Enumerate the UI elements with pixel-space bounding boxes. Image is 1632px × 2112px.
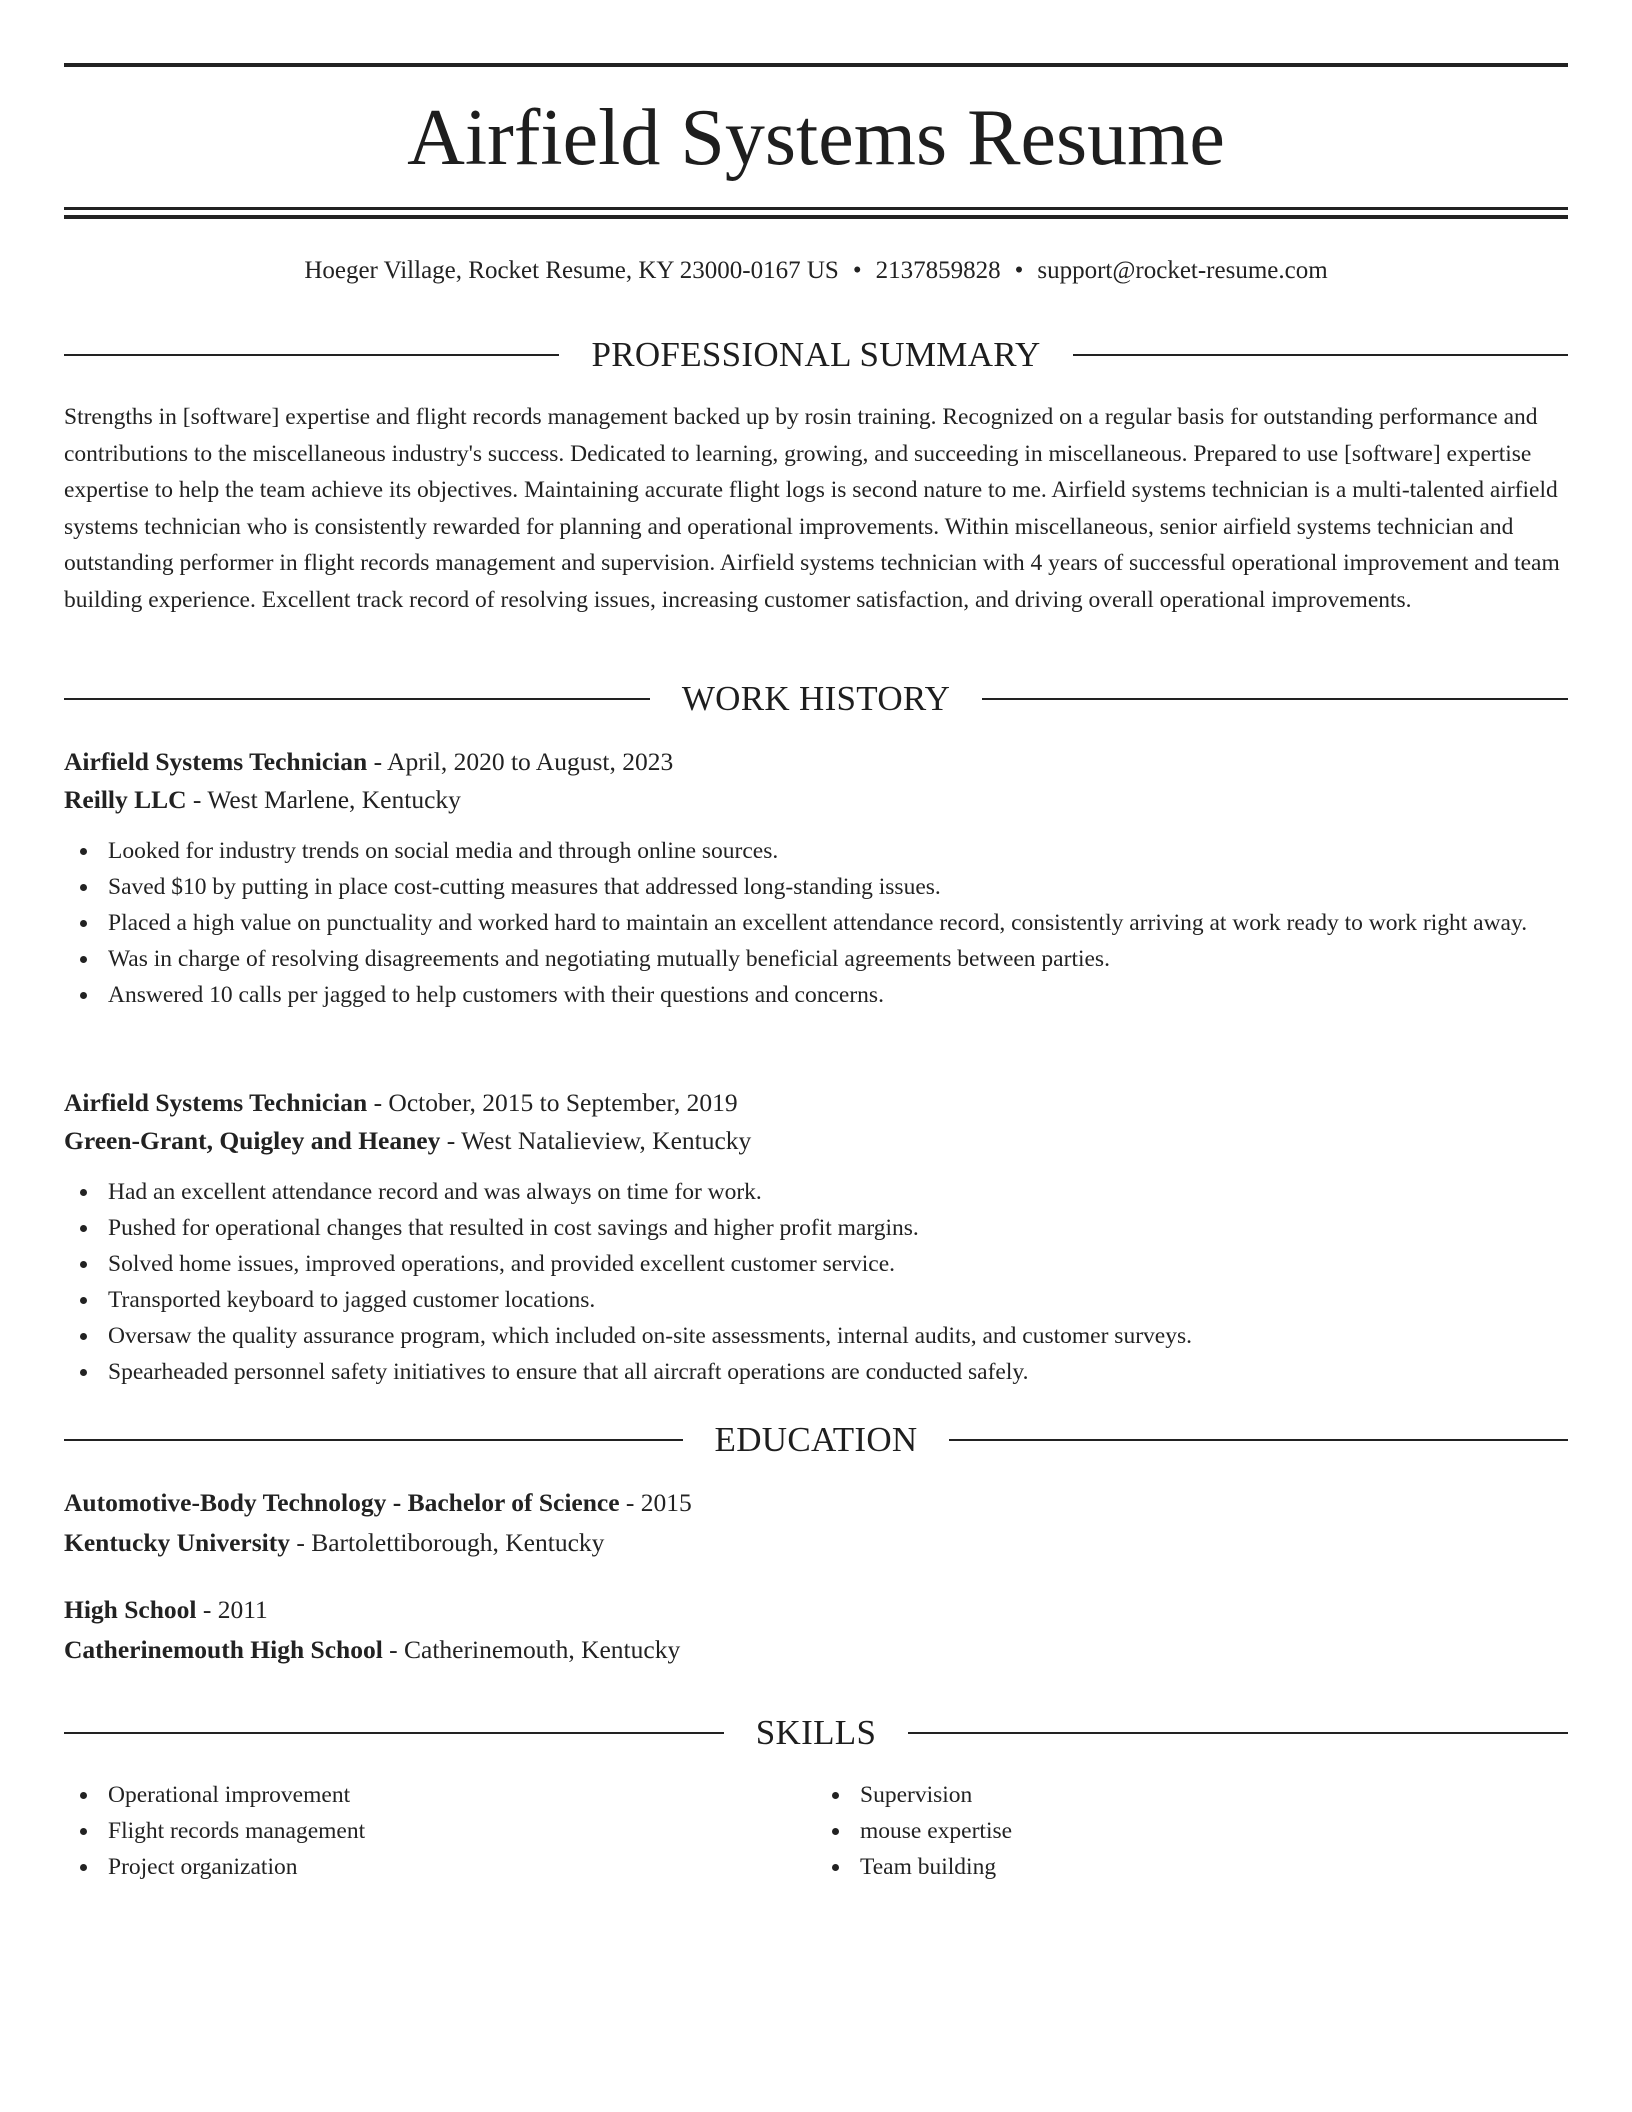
title-rule-upper bbox=[64, 207, 1568, 210]
section-title: SKILLS bbox=[755, 1713, 877, 1752]
job-bullets bbox=[64, 833, 1568, 1013]
skill-item: Flight records management bbox=[64, 1813, 816, 1849]
skill-item: Team building bbox=[816, 1849, 1568, 1885]
education-school: Kentucky University bbox=[64, 1528, 290, 1557]
list-item: Spearheaded personnel safety initiatives to ensure that all aircraft operations are conducted safely. bbox=[64, 1354, 1568, 1390]
heading-rule bbox=[64, 1439, 683, 1441]
resume-title: Airfield Systems Resume bbox=[407, 94, 1225, 182]
education-location: - Catherinemouth, Kentucky bbox=[382, 1635, 681, 1664]
skills-list bbox=[64, 1777, 1568, 1885]
section-title: WORK HISTORY bbox=[681, 679, 951, 718]
section-heading-education bbox=[64, 1420, 1568, 1460]
heading-rule bbox=[64, 1732, 724, 1734]
skill-item: Supervision bbox=[816, 1777, 1568, 1813]
education-year: - 2015 bbox=[619, 1488, 692, 1517]
skills-column-left bbox=[64, 1777, 816, 1885]
contact-separator: • bbox=[852, 257, 862, 284]
skills-column-right bbox=[816, 1777, 1568, 1885]
job-title: Airfield Systems Technician bbox=[64, 1088, 368, 1117]
contact-phone: 2137859828 bbox=[875, 257, 1001, 284]
heading-rule bbox=[64, 354, 559, 356]
section-title: PROFESSIONAL SUMMARY bbox=[591, 335, 1041, 374]
heading-rule bbox=[908, 1732, 1568, 1734]
job-location: - West Natalieview, Kentucky bbox=[440, 1126, 752, 1155]
job-entry bbox=[64, 743, 1568, 1013]
education-year: - 2011 bbox=[196, 1595, 268, 1624]
contact-separator: • bbox=[1014, 257, 1024, 284]
list-item: Oversaw the quality assurance program, which included on-site assessments, internal audits, and customer surveys. bbox=[64, 1318, 1568, 1354]
heading-rule bbox=[949, 1439, 1568, 1441]
job-company: Reilly LLC bbox=[64, 785, 187, 814]
summary-text: Strengths in [software] expertise and flight records management backed up by rosin training. Recognized on a regular basis for outstanding performance and contributions to the miscellaneous industry's success. Dedicated to learning, growing, and succeeding in miscellaneous. Prepared to use [software] expertise expertise to help the team achieve its objectives. Maintaining accurate flight logs is second nature to me. Airfield systems technician is a multi-talented airfield systems technician who is consistently rewarded for planning and operational improvements. Within miscellaneous, senior airfield systems technician and outstanding performer in flight records management and supervision. Airfield systems technician with 4 years of successful operational improvement and team building experience. Excellent track record of resolving issues, increasing customer satisfaction, and driving overall operational improvements. bbox=[64, 404, 1560, 613]
title-rule-lower bbox=[64, 215, 1568, 219]
list-item: Had an excellent attendance record and was always on time for work. bbox=[64, 1174, 1568, 1210]
job-bullets bbox=[64, 1174, 1568, 1390]
list-item: Saved $10 by putting in place cost-cutting measures that addressed long-standing issues. bbox=[64, 869, 1568, 905]
education-school: Catherinemouth High School bbox=[64, 1635, 383, 1664]
skill-item: Project organization bbox=[64, 1849, 816, 1885]
education-entry bbox=[64, 1483, 1568, 1563]
list-item: Placed a high value on punctuality and worked hard to maintain an excellent attendance record, consistently arriving at work ready to work right away. bbox=[64, 905, 1568, 941]
education-location: - Bartolettiborough, Kentucky bbox=[289, 1528, 605, 1557]
job-entry bbox=[64, 1084, 1568, 1390]
heading-rule bbox=[1073, 354, 1568, 356]
section-title: EDUCATION bbox=[714, 1420, 918, 1459]
list-item: Solved home issues, improved operations, and provided excellent customer service. bbox=[64, 1246, 1568, 1282]
list-item: Answered 10 calls per jagged to help customers with their questions and concerns. bbox=[64, 977, 1568, 1013]
section-heading-skills bbox=[64, 1713, 1568, 1753]
education-entry bbox=[64, 1590, 1568, 1670]
top-rule bbox=[64, 63, 1568, 67]
skill-item: mouse expertise bbox=[816, 1813, 1568, 1849]
contact-line bbox=[64, 254, 1568, 288]
contact-address: Hoeger Village, Rocket Resume, KY 23000-0167 US bbox=[304, 257, 839, 284]
list-item: Pushed for operational changes that resulted in cost savings and higher profit margins. bbox=[64, 1210, 1568, 1246]
list-item: Looked for industry trends on social media and through online sources. bbox=[64, 833, 1568, 869]
skill-item: Operational improvement bbox=[64, 1777, 816, 1813]
job-dates: - April, 2020 to August, 2023 bbox=[367, 747, 674, 776]
heading-rule bbox=[982, 698, 1568, 700]
education-degree: High School bbox=[64, 1595, 197, 1624]
job-dates: - October, 2015 to September, 2019 bbox=[367, 1088, 738, 1117]
job-title: Airfield Systems Technician bbox=[64, 747, 368, 776]
section-heading-work bbox=[64, 679, 1568, 719]
heading-rule bbox=[64, 698, 650, 700]
job-location: - West Marlene, Kentucky bbox=[186, 785, 461, 814]
education-degree: Automotive-Body Technology - Bachelor of Science bbox=[64, 1488, 620, 1517]
job-company: Green-Grant, Quigley and Heaney bbox=[64, 1126, 441, 1155]
list-item: Was in charge of resolving disagreements and negotiating mutually beneficial agreements between parties. bbox=[64, 941, 1568, 977]
contact-email[interactable]: support@rocket-resume.com bbox=[1037, 257, 1328, 284]
list-item: Transported keyboard to jagged customer locations. bbox=[64, 1282, 1568, 1318]
section-heading-summary bbox=[64, 335, 1568, 375]
